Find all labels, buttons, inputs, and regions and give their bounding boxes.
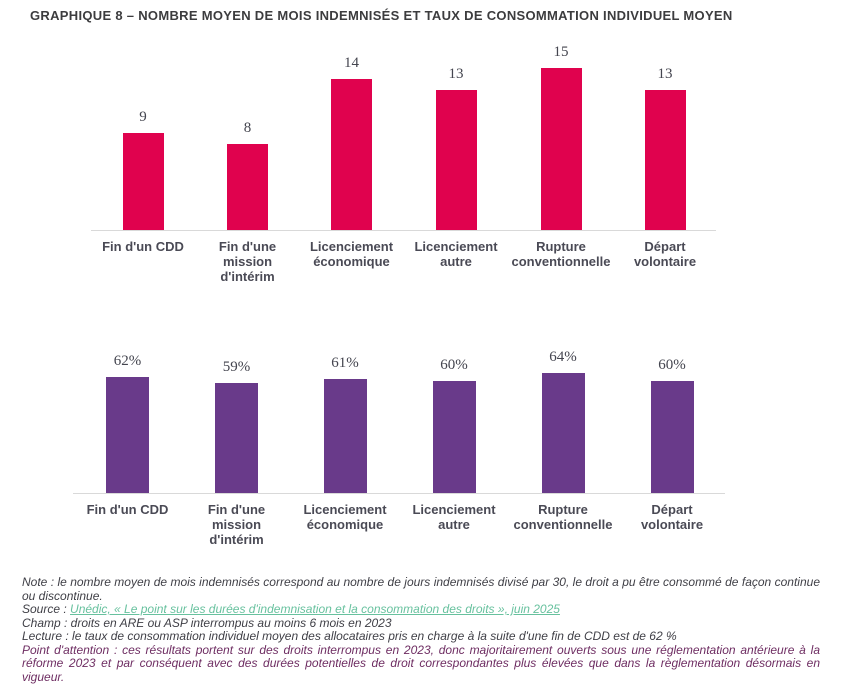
bar xyxy=(433,381,476,493)
category-label: Licenciement autre xyxy=(412,502,496,532)
bar-value-label: 61% xyxy=(331,355,359,371)
bar-value-label: 62% xyxy=(113,353,142,369)
bar xyxy=(215,383,258,493)
category-label: Licenciement autre xyxy=(414,239,498,269)
category-label: Rupture conventionnelle xyxy=(513,502,613,532)
bar-value-label: 9 xyxy=(139,109,147,125)
bar xyxy=(123,133,164,230)
category-label: Fin d'un CDD xyxy=(102,239,184,254)
bar xyxy=(542,373,585,493)
page-title: GRAPHIQUE 8 – NOMBRE MOYEN DE MOIS INDEMNISÉS ET TAUX DE CONSOMMATION INDIVIDUEL MOYEN xyxy=(30,8,733,23)
bar xyxy=(227,144,268,230)
champ-text: Champ : droits en ARE ou ASP interrompus au moins 6 mois en 2023 xyxy=(22,615,392,630)
category-label: Licenciement économique xyxy=(303,502,387,532)
source-prefix: Source : xyxy=(22,602,71,616)
bar-value-label: 60% xyxy=(658,357,686,373)
bar-value-label: 13 xyxy=(448,66,464,82)
category-label: Rupture conventionnelle xyxy=(511,239,611,269)
bar-value-label: 59% xyxy=(222,359,251,375)
category-label: Départ volontaire xyxy=(640,502,704,532)
attention-text: Point d'attention : ces résultats portent sur des droits interrompus en 2023, donc majoritairement ouverts sous une réglementation antérieure à la réforme 2023 et par conséquent avec des durées potentielles de droit correspondantes plus élevées que dans la règlementation désormais en vigueur. xyxy=(22,642,820,684)
bar xyxy=(331,79,372,230)
category-label: Fin d'une mission d'intérim xyxy=(218,239,277,284)
category-label: Licenciement économique xyxy=(309,239,394,269)
bar-value-label: 13 xyxy=(657,66,673,82)
source-line xyxy=(22,603,820,617)
bar-value-label: 8 xyxy=(243,120,252,136)
bar-value-label: 60% xyxy=(440,357,468,373)
bar xyxy=(106,377,149,493)
bar-value-label: 14 xyxy=(344,55,359,71)
bar xyxy=(651,381,694,493)
bar xyxy=(541,68,582,230)
chart-individual-consumption-rate xyxy=(73,343,725,547)
chart-average-months-indemnified xyxy=(91,40,716,284)
bar-value-label: 64% xyxy=(549,349,577,365)
lecture-text: Lecture : le taux de consommation individuel moyen des allocataires pris en charge à la suite d'une fin de CDD est de 62 % xyxy=(22,629,677,643)
category-label: Fin d'une mission d'intérim xyxy=(207,502,266,547)
note-text: Note : le nombre moyen de mois indemnisés correspond au nombre de jours indemnisés divisé par 30, le droit a pu être consommé de façon continue ou discontinue. xyxy=(22,575,820,603)
bar xyxy=(324,379,367,493)
bar xyxy=(436,90,477,230)
category-label: Départ volontaire xyxy=(633,239,697,269)
category-label: Fin d'un CDD xyxy=(86,502,169,517)
bar xyxy=(645,90,686,230)
footnotes xyxy=(22,576,820,684)
bar-value-label: 15 xyxy=(553,44,569,60)
source-link[interactable]: Unédic, « Le point sur les durées d'indemnisation et la consommation des droits », juin 2025 xyxy=(70,602,560,616)
